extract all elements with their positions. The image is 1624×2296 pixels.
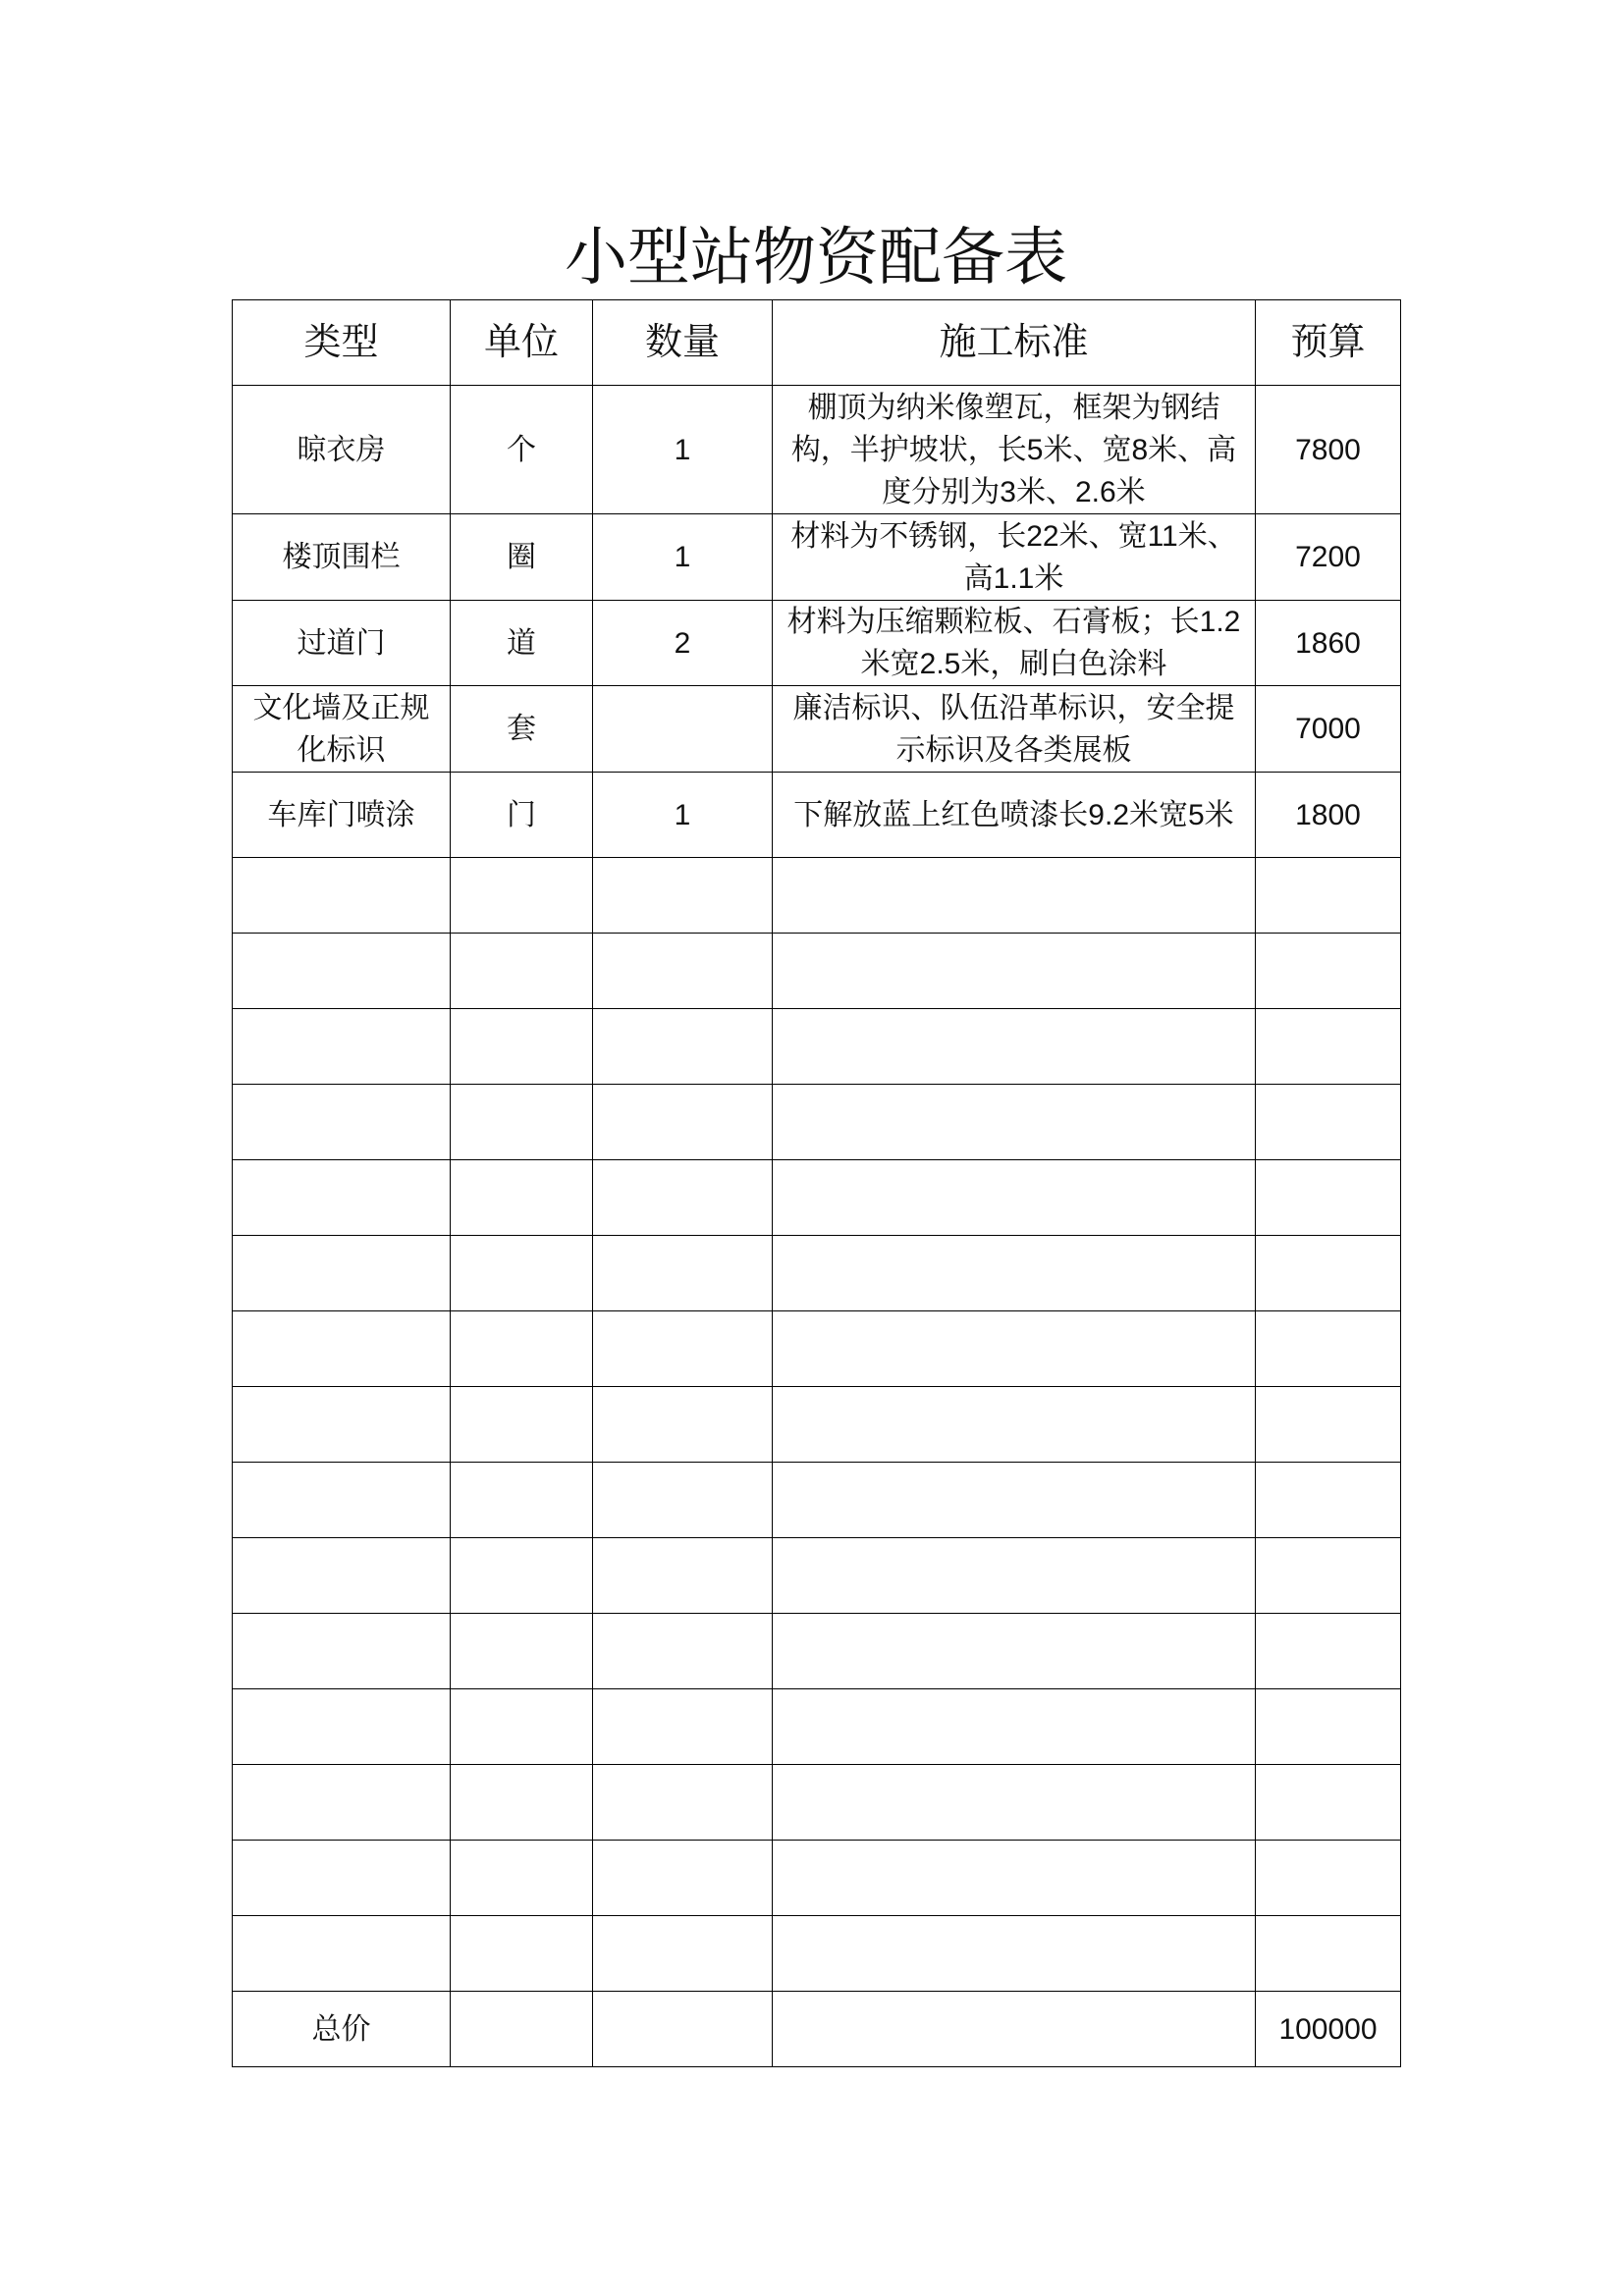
empty-cell: [1256, 1085, 1401, 1160]
empty-cell: [1256, 1463, 1401, 1538]
cell-qty: 1: [593, 514, 773, 601]
empty-cell: [451, 1463, 593, 1538]
empty-cell: [593, 1311, 773, 1387]
empty-cell: [451, 1009, 593, 1085]
empty-cell: [1256, 1765, 1401, 1841]
cell-standard: 材料为不锈钢，长22米、宽11米、高1.1米: [773, 514, 1256, 601]
empty-cell: [773, 1463, 1256, 1538]
empty-cell: [233, 1538, 451, 1614]
empty-cell: [1256, 858, 1401, 934]
empty-cell: [593, 1916, 773, 1992]
empty-cell: [451, 1538, 593, 1614]
empty-cell: [233, 1236, 451, 1311]
empty-cell: [773, 1311, 1256, 1387]
cell-type: 文化墙及正规化标识: [233, 686, 451, 773]
cell-budget: 7800: [1256, 386, 1401, 514]
empty-cell: [233, 1311, 451, 1387]
header-standard: 施工标准: [773, 300, 1256, 386]
empty-row: [233, 1387, 1401, 1463]
empty-cell: [233, 1765, 451, 1841]
empty-cell: [233, 1916, 451, 1992]
cell-budget: 7000: [1256, 686, 1401, 773]
empty-cell: [773, 1916, 1256, 1992]
empty-cell: [451, 1916, 593, 1992]
header-type: 类型: [233, 300, 451, 386]
empty-row: [233, 1614, 1401, 1689]
empty-cell: [593, 934, 773, 1009]
cell-qty: 1: [593, 386, 773, 514]
empty-row: [233, 1689, 1401, 1765]
total-row: [233, 1992, 1401, 2067]
empty-cell: [233, 1689, 451, 1765]
empty-row: [233, 1463, 1401, 1538]
empty-cell: [773, 1614, 1256, 1689]
empty-cell: [773, 858, 1256, 934]
empty-cell: [451, 1160, 593, 1236]
empty-cell: [233, 1160, 451, 1236]
empty-row: [233, 1538, 1401, 1614]
empty-cell: [773, 1085, 1256, 1160]
empty-cell: [1256, 934, 1401, 1009]
empty-row: [233, 934, 1401, 1009]
empty-cell: [451, 1085, 593, 1160]
empty-row: [233, 1085, 1401, 1160]
empty-cell: [593, 1236, 773, 1311]
empty-cell: [593, 858, 773, 934]
empty-cell: [451, 1614, 593, 1689]
table-row: [233, 773, 1401, 858]
empty-cell: [593, 1689, 773, 1765]
empty-cell: [593, 1387, 773, 1463]
cell-qty: [593, 686, 773, 773]
cell-type: 车库门喷涂: [233, 773, 451, 858]
cell-type: 过道门: [233, 601, 451, 686]
empty-cell: [773, 1765, 1256, 1841]
empty-cell: [1256, 1916, 1401, 1992]
cell-unit: 个: [451, 386, 593, 514]
empty-cell: [1256, 1387, 1401, 1463]
cell-unit: 门: [451, 773, 593, 858]
empty-cell: [593, 1765, 773, 1841]
total-label: 总价: [233, 1992, 451, 2067]
empty-cell: [451, 1311, 593, 1387]
empty-cell: [451, 1387, 593, 1463]
empty-cell: [593, 1841, 773, 1916]
empty-row: [233, 1841, 1401, 1916]
cell-type: 楼顶围栏: [233, 514, 451, 601]
empty-cell: [593, 1614, 773, 1689]
cell-unit: 道: [451, 601, 593, 686]
empty-cell: [773, 1538, 1256, 1614]
empty-cell: [233, 1463, 451, 1538]
empty-cell: [773, 1009, 1256, 1085]
empty-cell: [233, 1614, 451, 1689]
empty-row: [233, 1236, 1401, 1311]
empty-row: [233, 858, 1401, 934]
header-budget: 预算: [1256, 300, 1401, 386]
empty-cell: [1256, 1009, 1401, 1085]
empty-cell: [1256, 1689, 1401, 1765]
empty-cell: [451, 934, 593, 1009]
empty-row: [233, 1009, 1401, 1085]
cell-unit: 圈: [451, 514, 593, 601]
empty-row: [233, 1916, 1401, 1992]
empty-cell: [593, 1160, 773, 1236]
cell-standard: 材料为压缩颗粒板、石膏板；长1.2米宽2.5米，刷白色涂料: [773, 601, 1256, 686]
empty-row: [233, 1160, 1401, 1236]
table-row: [233, 686, 1401, 773]
empty-cell: [773, 1992, 1256, 2067]
cell-unit: 套: [451, 686, 593, 773]
empty-cell: [773, 1689, 1256, 1765]
cell-type: 晾衣房: [233, 386, 451, 514]
empty-cell: [773, 1160, 1256, 1236]
empty-cell: [233, 858, 451, 934]
empty-cell: [1256, 1311, 1401, 1387]
empty-cell: [451, 858, 593, 934]
empty-cell: [593, 1463, 773, 1538]
empty-cell: [451, 1765, 593, 1841]
cell-qty: 1: [593, 773, 773, 858]
empty-cell: [451, 1236, 593, 1311]
table-row: [233, 386, 1401, 514]
header-unit: 单位: [451, 300, 593, 386]
empty-cell: [233, 1387, 451, 1463]
empty-cell: [773, 1236, 1256, 1311]
empty-cell: [593, 1538, 773, 1614]
page-title: 小型站物资配备表: [565, 222, 1067, 293]
table-row: [233, 601, 1401, 686]
empty-cell: [1256, 1236, 1401, 1311]
materials-table: [232, 299, 1401, 2067]
empty-cell: [233, 1841, 451, 1916]
empty-cell: [451, 1689, 593, 1765]
cell-budget: 1860: [1256, 601, 1401, 686]
empty-cell: [451, 1992, 593, 2067]
empty-cell: [593, 1009, 773, 1085]
cell-standard: 棚顶为纳米像塑瓦，框架为钢结构，半护坡状，长5米、宽8米、高度分别为3米、2.6米: [773, 386, 1256, 514]
empty-cell: [773, 1387, 1256, 1463]
empty-cell: [1256, 1160, 1401, 1236]
empty-row: [233, 1765, 1401, 1841]
empty-cell: [593, 1085, 773, 1160]
empty-cell: [773, 1841, 1256, 1916]
cell-budget: 7200: [1256, 514, 1401, 601]
cell-budget: 1800: [1256, 773, 1401, 858]
empty-row: [233, 1311, 1401, 1387]
table-header-row: [233, 300, 1401, 386]
total-budget: 100000: [1256, 1992, 1401, 2067]
table-row: [233, 514, 1401, 601]
cell-qty: 2: [593, 601, 773, 686]
empty-cell: [233, 1085, 451, 1160]
cell-standard: 廉洁标识、队伍沿革标识，安全提示标识及各类展板: [773, 686, 1256, 773]
empty-cell: [1256, 1538, 1401, 1614]
empty-cell: [451, 1841, 593, 1916]
empty-cell: [1256, 1614, 1401, 1689]
header-qty: 数量: [593, 300, 773, 386]
empty-cell: [1256, 1841, 1401, 1916]
cell-standard: 下解放蓝上红色喷漆长9.2米宽5米: [773, 773, 1256, 858]
empty-cell: [773, 934, 1256, 1009]
empty-cell: [593, 1992, 773, 2067]
empty-cell: [233, 934, 451, 1009]
empty-cell: [233, 1009, 451, 1085]
